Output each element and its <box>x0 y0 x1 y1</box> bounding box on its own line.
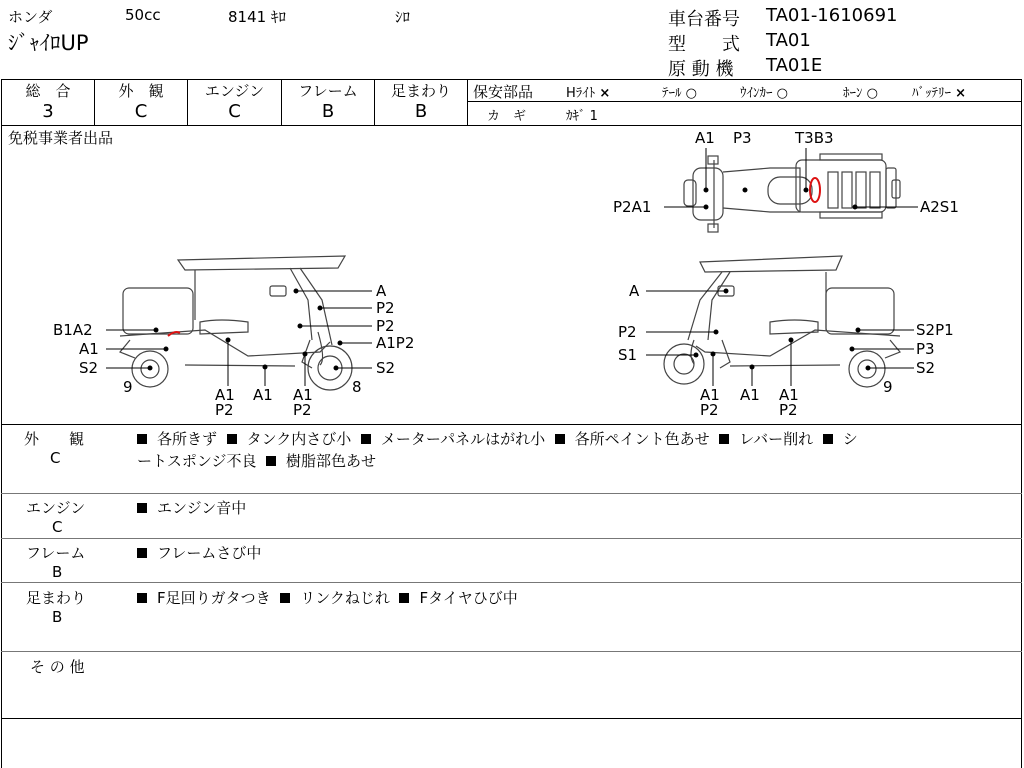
grade-suspension-value: B <box>414 101 428 122</box>
detail-exterior-line1: 各所きず タンク内さび小 メーターパネルはがれ小 各所ペイント色あせ レバー削れ シ <box>137 428 858 449</box>
scooter-right-view <box>664 256 900 387</box>
right-label-bottom-p2-1: P2 <box>700 401 719 419</box>
grade-engine-label: エンジン <box>204 82 265 100</box>
mileage: 8141 ｷﾛ <box>228 8 286 26</box>
top-label-a1: A1 <box>695 129 715 147</box>
divider <box>1 493 1022 494</box>
left-label-b1a2: B1A2 <box>53 321 93 339</box>
divider <box>1 718 1022 719</box>
left-label-p2-lower: P2 <box>376 317 395 335</box>
detail-frame-label: フレーム <box>26 544 86 562</box>
scooter-left-view <box>120 256 352 390</box>
left-label-a1p2: A1P2 <box>376 334 415 352</box>
detail-engine-items: エンジン音中 <box>137 497 246 518</box>
detail-exterior-grade: C <box>50 449 61 467</box>
left-label-a1: A1 <box>79 340 99 358</box>
divider <box>1 651 1022 652</box>
key-label: カ ギ <box>487 109 527 124</box>
left-label-bottom-p2-1: P2 <box>215 401 234 419</box>
key-value: ｶｷﾞ 1 <box>566 109 598 124</box>
detail-frame-grade: B <box>52 563 63 581</box>
left-label-a: A <box>376 282 387 300</box>
right-label-p2: P2 <box>618 323 637 341</box>
detail-suspension-items: F足回りガタつき リンクねじれ Fタイヤひび中 <box>137 587 518 608</box>
grade-exterior-value: C <box>134 101 148 122</box>
type-value: TA01 <box>766 30 811 51</box>
right-label-bottom-p2-3: P2 <box>779 401 798 419</box>
grade-engine-value: C <box>228 101 241 122</box>
top-label-p3: P3 <box>733 129 752 147</box>
divider <box>1 125 1022 126</box>
grade-overall-label: 総 合 <box>25 82 71 100</box>
model-name: ｼﾞｬｲﾛUP <box>8 31 89 55</box>
right-label-bottom-a1-1: A1 <box>700 386 720 404</box>
right-label-s2: S2 <box>916 359 936 377</box>
detail-suspension-label: 足まわり <box>26 589 87 607</box>
grade-suspension-label: 足まわり <box>390 82 451 100</box>
left-label-9: 9 <box>123 378 133 396</box>
left-label-bottom-a1-1: A1 <box>215 386 235 404</box>
right-label-p3: P3 <box>916 340 935 358</box>
right-label-9: 9 <box>883 378 893 396</box>
displacement: 50cc <box>125 6 161 24</box>
divider <box>1 538 1022 539</box>
grade-exterior-label: 外 観 <box>118 82 164 100</box>
engine-value: TA01E <box>766 55 823 76</box>
detail-engine-grade: C <box>52 518 63 536</box>
safety-horn: ﾎｰﾝ ○ <box>843 86 878 101</box>
top-label-a2s1: A2S1 <box>920 198 959 216</box>
type-label: 型 式 <box>668 34 740 55</box>
detail-suspension-grade: B <box>52 608 63 626</box>
right-label-s2p1: S2P1 <box>916 321 954 339</box>
engine-label: 原 動 機 <box>668 59 734 80</box>
right-label-s1: S1 <box>618 346 638 364</box>
detail-engine-label: エンジン <box>26 499 86 517</box>
grade-frame-label: フレーム <box>298 82 358 100</box>
safety-winker: ｳｲﾝｶｰ ○ <box>740 86 788 101</box>
safety-battery: ﾊﾞｯﾃﾘｰ × <box>912 86 967 101</box>
divider <box>467 79 468 125</box>
scooter-top-view <box>684 154 900 232</box>
detail-exterior-line2: ートスポンジ不良 樹脂部色あせ <box>137 452 377 470</box>
top-label-p2a1: P2A1 <box>613 198 652 216</box>
tax-exempt-notice: 免税事業者出品 <box>8 129 114 147</box>
detail-other-label: そ の 他 <box>30 658 85 676</box>
grade-frame-value: B <box>321 101 335 122</box>
maker: ホンダ <box>8 8 53 26</box>
left-label-bottom-a1-3: A1 <box>293 386 313 404</box>
chassis-value: TA01-1610691 <box>766 5 898 26</box>
right-label-bottom-a1-2: A1 <box>740 386 760 404</box>
left-label-bottom-p2-3: P2 <box>293 401 312 419</box>
left-label-s2: S2 <box>79 359 99 377</box>
detail-exterior-label: 外 観 <box>24 430 85 448</box>
detail-frame-items: フレームさび中 <box>137 542 261 563</box>
divider <box>1 582 1022 583</box>
safety-tail: ﾃｰﾙ ○ <box>662 86 697 101</box>
left-label-p2-upper: P2 <box>376 299 395 317</box>
right-label-a: A <box>629 282 640 300</box>
top-label-t3b3: T3B3 <box>795 129 834 147</box>
safety-label: 保安部品 <box>473 83 534 101</box>
left-label-bottom-a1-2: A1 <box>253 386 273 404</box>
divider <box>1 424 1022 425</box>
color: ｼﾛ <box>395 8 411 26</box>
left-label-8: 8 <box>352 378 362 396</box>
safety-headlight: Hﾗｲﾄ × <box>566 86 611 101</box>
divider <box>468 101 1021 102</box>
left-label-s2-right: S2 <box>376 359 396 377</box>
right-label-bottom-a1-3: A1 <box>779 386 799 404</box>
grade-overall-value: 3 <box>42 101 54 122</box>
chassis-label: 車台番号 <box>668 9 740 30</box>
